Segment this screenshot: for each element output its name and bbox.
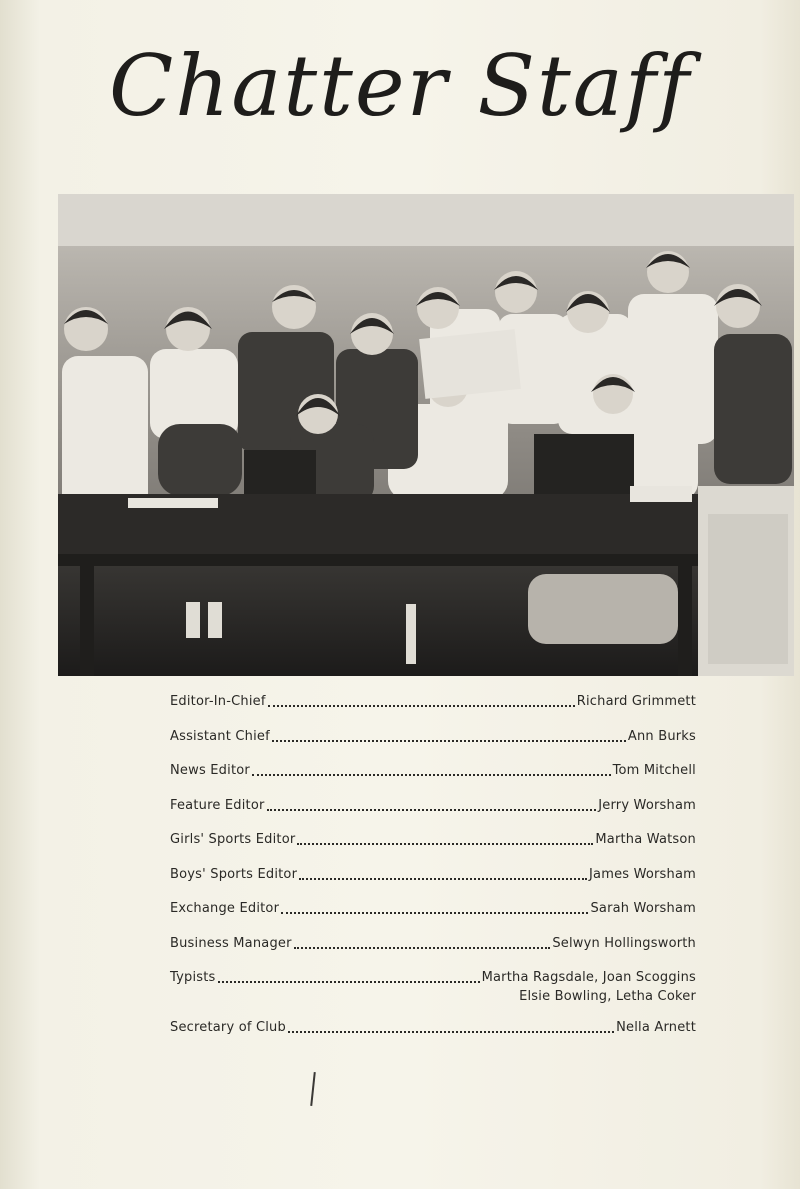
leader-dots [297,832,593,845]
leader-dots [294,936,551,949]
staff-row [170,901,696,936]
staff-group-photo [58,194,794,676]
leader-dots [272,729,626,742]
leader-dots [252,763,611,776]
staff-row [170,694,696,729]
staff-name: Nella Arnett [616,1020,696,1035]
staff-row [170,1020,696,1055]
leader-dots [299,867,587,880]
staff-row [170,763,696,798]
staff-row [170,729,696,764]
staff-role: Business Manager [170,935,292,951]
staff-role: Boys' Sports Editor [170,866,298,882]
staff-role: Feature Editor [170,797,265,813]
staff-row [170,832,696,867]
leader-dots [281,901,588,914]
leader-dots [288,1020,614,1033]
staff-row [170,867,696,902]
staff-name: Richard Grimmett [576,694,696,709]
staff-role: Exchange Editor [170,901,280,916]
staff-name: Ann Burks [627,728,696,744]
staff-name: Sarah Worsham [590,901,696,916]
page-title [0,20,800,170]
staff-role: Editor-In-Chief [170,694,266,709]
leader-dots [267,798,597,811]
staff-name: Tom Mitchell [612,763,696,778]
leader-dots [268,694,575,707]
staff-name: James Worsham [589,866,696,882]
staff-roster [170,694,696,1055]
staff-row [170,936,696,971]
staff-role: Assistant Chief [170,728,270,744]
staff-row [170,970,696,1020]
staff-name: Selwyn Hollingsworth [552,935,696,951]
staff-role: Typists [170,970,216,985]
staff-name: Martha Watson [595,832,696,847]
page-title-text: Chatter Staff [108,37,692,135]
staff-role: News Editor [170,763,250,778]
staff-role: Secretary of Club [170,1020,286,1035]
staff-row [170,798,696,833]
staff-role: Girls' Sports Editor [170,832,296,847]
staff-name: Jerry Worsham [598,797,696,813]
leader-dots [218,970,480,983]
staff-name-continued: Elsie Bowling, Letha Coker [519,989,696,1004]
pencil-mark [310,1072,316,1106]
staff-name: Martha Ragsdale, Joan Scoggins [481,970,696,985]
